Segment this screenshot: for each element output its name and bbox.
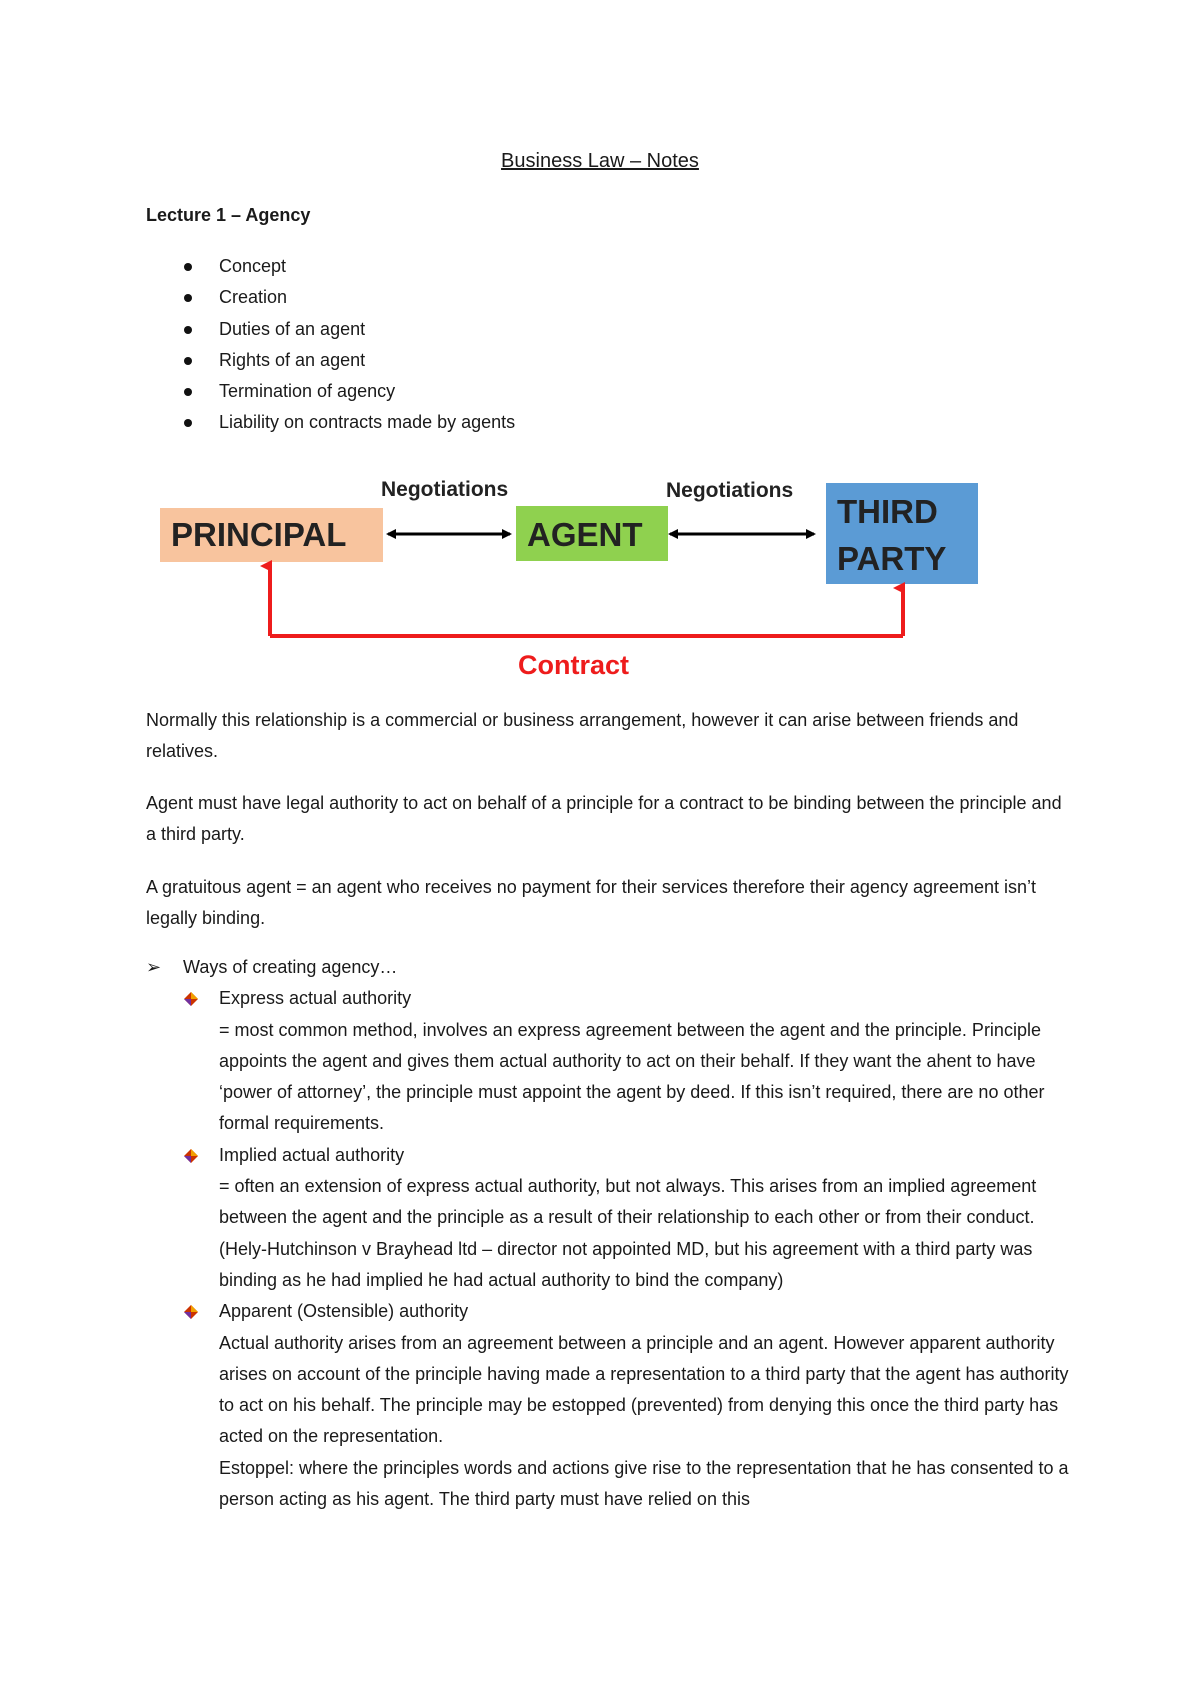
list-item: Duties of an agent xyxy=(146,314,515,345)
paragraph: Agent must have legal authority to act on behalf of a principle for a contract to be binding between the principle and a third party. xyxy=(146,793,1062,845)
bullet-icon xyxy=(184,294,192,302)
bullet-icon xyxy=(184,263,192,271)
agency-diagram xyxy=(0,470,1200,690)
third-party-label-line2: PARTY xyxy=(837,540,947,577)
paragraph: A gratuitous agent = an agent who receives no payment for their services therefore their agency agreement isn’t legally binding. xyxy=(146,877,1037,929)
authority-label: Express actual authority xyxy=(219,988,412,1009)
bullet-icon xyxy=(184,326,192,334)
ways-heading-row xyxy=(146,952,1086,983)
list-item: Creation xyxy=(146,282,515,313)
bullet-icon xyxy=(184,357,192,365)
topic-list xyxy=(146,251,515,439)
principal-label: PRINCIPAL xyxy=(171,516,347,553)
authority-description: = most common method, involves an express agreement between the agent and the principle. Principle appoints the agent and gives them actual authority to act on their behalf. If they want the ahent to have ‘power of attorney’, the principle must appoint the agent by deed. If this isn’t required, there are no other formal requirements. xyxy=(219,1019,1045,1134)
list-item: Liability on contracts made by agents xyxy=(146,407,515,438)
list-item xyxy=(146,1296,1086,1327)
lecture-heading: Lecture 1 – Agency xyxy=(146,205,311,225)
ways-heading: Ways of creating agency… xyxy=(183,957,398,977)
negotiations-label-left: Negotiations xyxy=(381,478,509,501)
diamond-bullet-icon xyxy=(184,1149,198,1163)
negotiations-label-right: Negotiations xyxy=(666,479,794,502)
authority-label: Apparent (Ostensible) authority xyxy=(219,1301,469,1322)
ways-section xyxy=(146,952,1086,1515)
list-item xyxy=(146,983,1086,1014)
estoppel-description: Estoppel: where the principles words and actions give rise to the representation that he has consented to a person acting as his agent. The third party must have relied on this xyxy=(219,1457,1069,1510)
list-item: Concept xyxy=(146,251,515,282)
arrow-bullet-icon: ➢ xyxy=(146,957,162,977)
paragraph: Normally this relationship is a commercial or business arrangement, however it can arise between friends and relatives. xyxy=(146,710,1019,762)
contract-label: Contract xyxy=(518,650,630,680)
authority-description: Actual authority arises from an agreement between a principle and an agent. However apparent authority arises on account of the principle having made a representation to a third party that the agent has authority to act on his behalf. The principle may be estopped (prevented) from denying this once the third party has acted on the representation. xyxy=(219,1332,1069,1447)
bullet-icon xyxy=(184,419,192,427)
document-title: Business Law – Notes xyxy=(501,150,699,172)
authority-description: = often an extension of express actual authority, but not always. This arises from an implied agreement between the agent and the principle as a result of their relationship to each other or from their conduct. (Hely-Hutchinson v Brayhead ltd – director not appointed MD, but his agreement with a third party was binding as he had implied he had actual authority to bind the company) xyxy=(219,1176,1037,1290)
authority-label: Implied actual authority xyxy=(219,1144,405,1165)
agent-label: AGENT xyxy=(527,516,643,553)
diamond-bullet-icon xyxy=(184,992,198,1006)
third-party-label-line1: THIRD xyxy=(837,493,938,530)
diamond-bullet-icon xyxy=(184,1305,198,1319)
list-item xyxy=(146,1140,1086,1171)
list-item: Termination of agency xyxy=(146,376,515,407)
bullet-icon xyxy=(184,388,192,396)
list-item: Rights of an agent xyxy=(146,345,515,376)
